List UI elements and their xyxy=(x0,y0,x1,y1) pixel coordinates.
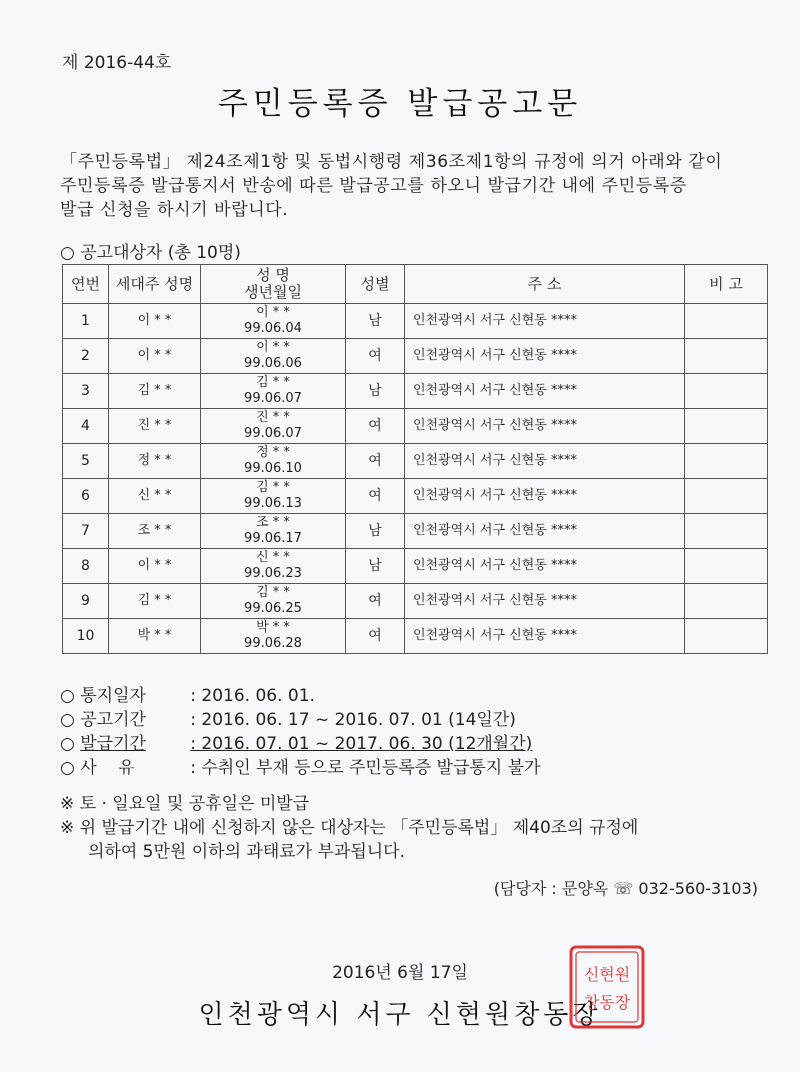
birth-date: 99.06.13 xyxy=(244,496,302,511)
header-remarks: 비 고 xyxy=(685,265,768,304)
cell-gender: 남 xyxy=(346,304,405,339)
cell-remarks xyxy=(685,304,768,339)
cell-remarks xyxy=(685,339,768,374)
cell-no: 2 xyxy=(63,339,109,374)
birth-date: 99.06.07 xyxy=(244,426,302,441)
table-row xyxy=(63,409,768,444)
cell-gender: 여 xyxy=(346,409,405,444)
table-row xyxy=(63,444,768,479)
cell-householder: 이 * * xyxy=(109,304,201,339)
table-row xyxy=(63,514,768,549)
issue-date: 2016년 6월 17일 xyxy=(332,963,468,983)
cell-householder: 이 * * xyxy=(109,339,201,374)
note-line: ※ 위 발급기간 내에 신청하지 않은 대상자는 「주민등록법」 제40조의 규정에 xyxy=(60,818,639,838)
birth-date: 99.06.04 xyxy=(244,321,302,336)
cell-gender: 여 xyxy=(346,479,405,514)
cell-gender: 남 xyxy=(346,514,405,549)
person-name: 이 * * xyxy=(256,340,290,355)
table-row xyxy=(63,374,768,409)
header-no: 연번 xyxy=(63,265,109,304)
cell-remarks xyxy=(685,444,768,479)
cell-name-birth xyxy=(201,304,346,339)
cell-gender: 남 xyxy=(346,549,405,584)
notice-item: ○ 발급기간 : 2016. 07. 01 ~ 2017. 06. 30 (12개월간) xyxy=(60,734,533,754)
notice-item: ○ 사 유 : 수취인 부재 등으로 주민등록증 발급통지 불가 xyxy=(60,758,541,778)
person-name: 진 * * xyxy=(256,410,290,425)
person-name: 정 * * xyxy=(256,445,290,460)
cell-no: 10 xyxy=(63,619,109,654)
cell-remarks xyxy=(685,374,768,409)
cell-no: 8 xyxy=(63,549,109,584)
cell-address: 인천광역시 서구 신현동 **** xyxy=(405,444,685,479)
birth-date: 99.06.25 xyxy=(244,601,302,616)
table-row xyxy=(63,584,768,619)
notice-block xyxy=(60,684,540,780)
cell-gender: 여 xyxy=(346,584,405,619)
cell-gender: 남 xyxy=(346,374,405,409)
cell-no: 6 xyxy=(63,479,109,514)
birth-date: 99.06.07 xyxy=(244,391,302,406)
cell-address: 인천광역시 서구 신현동 **** xyxy=(405,584,685,619)
cell-address: 인천광역시 서구 신현동 **** xyxy=(405,619,685,654)
svg-text:신현원: 신현원 xyxy=(583,965,631,984)
notice-value: : 2016. 06. 01. xyxy=(190,686,315,706)
birth-date: 99.06.28 xyxy=(244,636,302,651)
table-row xyxy=(63,479,768,514)
intro-line: 주민등록증 발급통지서 반송에 따른 발급공고를 하오니 발급기간 내에 주민등록증 xyxy=(60,176,687,196)
birth-date: 99.06.17 xyxy=(244,531,302,546)
notes-block xyxy=(60,792,770,864)
issuer-name: 인천광역시 서구 신현원창동장 xyxy=(198,1000,602,1030)
cell-gender: 여 xyxy=(346,339,405,374)
header-gender: 성별 xyxy=(346,265,405,304)
intro-paragraph xyxy=(60,150,760,222)
cell-remarks xyxy=(685,409,768,444)
cell-name-birth xyxy=(201,549,346,584)
header-name-birth xyxy=(201,265,346,304)
header-name: 성 명 xyxy=(256,266,290,284)
cell-no: 1 xyxy=(63,304,109,339)
table-row xyxy=(63,549,768,584)
table-body xyxy=(63,304,768,654)
cell-remarks xyxy=(685,619,768,654)
cell-name-birth xyxy=(201,479,346,514)
notice-label: 통지일자 xyxy=(80,686,146,706)
official-seal-icon xyxy=(568,944,646,1030)
target-table xyxy=(62,264,768,654)
note-line: 의하여 5만원 이하의 과태료가 부과됩니다. xyxy=(88,842,406,862)
cell-address: 인천광역시 서구 신현동 **** xyxy=(405,479,685,514)
notice-label: 공고기간 xyxy=(80,710,146,730)
person-name: 박 * * xyxy=(256,620,290,635)
cell-remarks xyxy=(685,479,768,514)
birth-date: 99.06.23 xyxy=(244,566,302,581)
cell-name-birth xyxy=(201,444,346,479)
birth-date: 99.06.10 xyxy=(244,461,302,476)
person-name: 신 * * xyxy=(256,550,290,565)
intro-line: 발급 신청을 하시기 바랍니다. xyxy=(60,200,289,220)
notice-label: 사 유 xyxy=(80,758,135,778)
cell-no: 7 xyxy=(63,514,109,549)
intro-line: 「주민등록법」 제24조제1항 및 동법시행령 제36조제1항의 규정에 의거 아래와 같이 xyxy=(60,152,723,172)
cell-name-birth xyxy=(201,374,346,409)
notice-value: : 수취인 부재 등으로 주민등록증 발급통지 불가 xyxy=(190,758,541,778)
table-header-row xyxy=(63,265,768,304)
header-householder: 세대주 성명 xyxy=(109,265,201,304)
person-name: 이 * * xyxy=(256,305,290,320)
document-number: 제 2016-44호 xyxy=(62,53,172,73)
targets-heading: ○ 공고대상자 (총 10명) xyxy=(60,243,241,263)
cell-address: 인천광역시 서구 신현동 **** xyxy=(405,339,685,374)
header-birth: 생년월일 xyxy=(244,283,302,301)
person-name: 조 * * xyxy=(256,515,290,530)
cell-no: 3 xyxy=(63,374,109,409)
table-row xyxy=(63,619,768,654)
note-line: ※ 토 · 일요일 및 공휴일은 미발급 xyxy=(60,794,310,814)
notice-item: ○ 공고기간 : 2016. 06. 17 ~ 2016. 07. 01 (14일간) xyxy=(60,710,516,730)
cell-name-birth xyxy=(201,409,346,444)
cell-householder: 진 * * xyxy=(109,409,201,444)
notice-value: : 2016. 07. 01 ~ 2017. 06. 30 (12개월간) xyxy=(190,734,533,754)
cell-name-birth xyxy=(201,584,346,619)
cell-address: 인천광역시 서구 신현동 **** xyxy=(405,374,685,409)
person-name: 김 * * xyxy=(256,480,290,495)
contact-info: (담당자 : 문양옥 ☏ 032-560-3103) xyxy=(493,879,758,898)
cell-householder: 이 * * xyxy=(109,549,201,584)
table-row xyxy=(63,304,768,339)
notice-item: ○ 통지일자 : 2016. 06. 01. xyxy=(60,686,315,706)
cell-remarks xyxy=(685,584,768,619)
cell-householder: 신 * * xyxy=(109,479,201,514)
cell-householder: 조 * * xyxy=(109,514,201,549)
birth-date: 99.06.06 xyxy=(244,356,302,371)
person-name: 김 * * xyxy=(256,375,290,390)
cell-address: 인천광역시 서구 신현동 **** xyxy=(405,514,685,549)
cell-name-birth xyxy=(201,514,346,549)
header-address: 주 소 xyxy=(405,265,685,304)
cell-gender: 여 xyxy=(346,444,405,479)
cell-remarks xyxy=(685,549,768,584)
cell-remarks xyxy=(685,514,768,549)
cell-no: 5 xyxy=(63,444,109,479)
cell-householder: 정 * * xyxy=(109,444,201,479)
cell-name-birth xyxy=(201,339,346,374)
cell-householder: 김 * * xyxy=(109,374,201,409)
person-name: 김 * * xyxy=(256,585,290,600)
notice-label: 발급기간 xyxy=(80,734,146,754)
table-row xyxy=(63,339,768,374)
svg-text:창동장: 창동장 xyxy=(583,993,631,1012)
notice-value: : 2016. 06. 17 ~ 2016. 07. 01 (14일간) xyxy=(190,710,516,730)
cell-name-birth xyxy=(201,619,346,654)
cell-address: 인천광역시 서구 신현동 **** xyxy=(405,304,685,339)
document-title: 주민등록증 발급공고문 xyxy=(217,86,583,122)
cell-address: 인천광역시 서구 신현동 **** xyxy=(405,409,685,444)
cell-no: 4 xyxy=(63,409,109,444)
cell-householder: 김 * * xyxy=(109,584,201,619)
cell-address: 인천광역시 서구 신현동 **** xyxy=(405,549,685,584)
cell-gender: 여 xyxy=(346,619,405,654)
cell-no: 9 xyxy=(63,584,109,619)
cell-householder: 박 * * xyxy=(109,619,201,654)
